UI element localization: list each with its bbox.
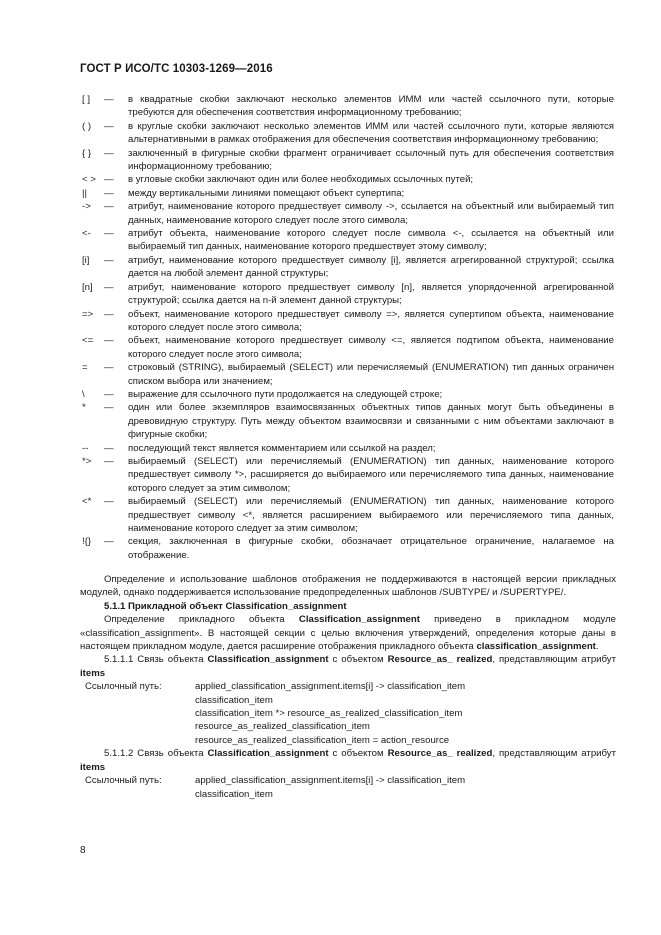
section-heading-5-1-1 — [80, 600, 616, 613]
definition-symbol: => — [82, 308, 94, 320]
definition-text: атрибут, наименование которого предшествует символу ->, ссылается на объектный или выбираемый тип данных, наименование которого следует после этого символа; — [128, 201, 614, 226]
entity-name: Classification_assignment — [298, 614, 420, 626]
definition-dash: — — [104, 187, 114, 199]
section-number: 5.1.1.2 — [104, 748, 134, 760]
definition-dash: — — [104, 362, 114, 374]
paragraph-definition — [80, 613, 616, 653]
definition-symbol: !{} — [82, 536, 92, 548]
definition-symbol: *> — [82, 455, 92, 467]
reference-path-lines — [195, 774, 616, 801]
definition-symbol: <- — [82, 228, 91, 240]
definition-symbol: \ — [82, 388, 85, 400]
reference-path-line: classification_item — [195, 694, 273, 706]
definition-text: строковый (STRING), выбираемый (SELECT) или перечисляемый (ENUMERATION) тип данных ограничен списком выбора или значением; — [128, 362, 614, 387]
definition-text: один или более экземпляров взаимосвязанных объектных типов данных могут быть объединены в древовидную структуру. Путь между объектом взаимосвязи и связанными с ним объектами заключают в фигурные скобки; — [128, 402, 614, 441]
page-number: 8 — [80, 845, 86, 856]
section-number: 5.1.1.1 — [104, 654, 134, 666]
definition-text: выбираемый (SELECT) или перечисляемый (ENUMERATION) тип данных, наименование которого предшествует символу *>, расширяется до выбираемого или перечисляемого типа данных, наименование которого следует за этим символом; — [128, 455, 614, 494]
definition-text: последующий текст является комментарием или ссылкой на раздел; — [128, 442, 436, 454]
definition-dash: — — [104, 388, 114, 400]
definition-text: атрибут объекта, наименование которого следует после символа <-, ссылается на объектный или выбираемый тип данных, наименование которого предшествует этому символу; — [128, 228, 614, 253]
definition-dash: — — [104, 94, 114, 105]
reference-path-label: Ссылочный путь: — [85, 775, 162, 787]
definition-text: в квадратные скобки заключают несколько элементов ИММ или частей ссылочного пути, которые требуются для обеспечения соответствия информационному требованию; — [128, 94, 614, 119]
definition-text: выражение для ссылочного пути продолжается на следующей строке; — [128, 388, 443, 400]
definition-symbol: -- — [82, 442, 89, 454]
definition-item — [82, 308, 614, 335]
definition-item — [82, 334, 614, 361]
reference-path-lines — [195, 680, 616, 747]
definition-symbol: * — [82, 402, 86, 414]
document-body — [80, 573, 616, 801]
reference-path-line: classification_item *> resource_as_realized_classification_item — [195, 708, 463, 720]
text-run: Определение прикладного объекта — [104, 614, 299, 626]
definition-item — [82, 254, 614, 281]
definition-item — [82, 227, 614, 254]
definition-dash: — — [104, 536, 114, 548]
text-run: Связь объекта — [133, 748, 208, 760]
definition-text: атрибут, наименование которого предшествует символу [n], является упорядоченной агрегированной структурой; ссылка дается на n-й элемент данной структуры; — [128, 281, 614, 307]
text-run: , представляющим атрибут — [492, 748, 616, 760]
definition-item — [82, 388, 614, 401]
section-number: 5.1.1 — [104, 600, 126, 612]
definition-text: между вертикальными линиями помещают объект супертипа; — [128, 187, 405, 199]
text-run: с объектом — [328, 654, 388, 666]
definition-text: секция, заключенная в фигурные скобки, обозначает отрицательное ограничение, налагаемое на отображение. — [128, 536, 614, 561]
definition-item — [82, 173, 614, 186]
definition-symbol: || — [82, 187, 87, 199]
definition-dash: — — [104, 174, 114, 186]
definition-item — [82, 401, 614, 441]
notation-definitions — [82, 93, 614, 562]
definition-dash: — — [104, 228, 114, 240]
definition-item — [82, 147, 614, 174]
definition-dash: — — [104, 201, 114, 213]
definition-text: заключенный в фигурные скобки фрагмент ограничивает ссылочный путь для обеспечения соответствия информационному требованию; — [128, 147, 614, 173]
definition-item — [82, 495, 614, 535]
definition-dash: — — [104, 335, 114, 347]
definition-symbol: { } — [82, 147, 92, 159]
section-title: Прикладной объект Classification_assignment — [128, 600, 347, 612]
definition-symbol: [i] — [82, 254, 90, 266]
reference-path-line: applied_classification_assignment.items[i] -> classification_item — [195, 681, 466, 693]
definition-text: в угловые скобки заключают один или более необходимых ссылочных путей; — [128, 174, 474, 186]
definition-symbol: ( ) — [82, 120, 92, 132]
definition-text: атрибут, наименование которого предшествует символу [i], является агрегированной структурой; ссылка дается на любой элемент данной структуры; — [128, 254, 614, 280]
definition-item — [82, 455, 614, 495]
definition-dash: — — [104, 254, 114, 266]
entity-name: Resource_as_ realized — [387, 748, 493, 760]
reference-path-1 — [80, 680, 616, 747]
definition-item — [82, 535, 614, 562]
reference-path-line: resource_as_realized_classification_item = action_resource — [195, 734, 450, 746]
text-run: приведено в прикладном модуле «classification_assignment». В настоящей секции с целью включения утверждений, определения которые даны в настоящем прикладном модуле, дается расширение отображения прикладного объекта — [80, 614, 616, 653]
section-heading-5-1-1-1 — [80, 653, 616, 680]
entity-name: classification_assignment — [476, 641, 596, 653]
definition-dash: — — [104, 308, 114, 320]
definition-symbol: <* — [82, 496, 92, 508]
definition-text: объект, наименование которого предшествует символу <=, является подтипом объекта, наименование которого следует после этого символа; — [128, 335, 614, 360]
definition-dash: — — [104, 120, 114, 132]
definition-dash: — — [104, 281, 114, 293]
definition-item — [82, 361, 614, 388]
section-heading-5-1-1-2 — [80, 747, 616, 774]
attribute-name: items — [80, 667, 106, 679]
entity-name: Resource_as_ realized — [387, 654, 493, 666]
text-run: с объектом — [328, 748, 388, 760]
entity-name: Classification_assignment — [207, 654, 329, 666]
definition-item — [82, 120, 614, 147]
definition-item — [82, 442, 614, 455]
definition-dash: — — [104, 496, 114, 508]
definition-symbol: = — [82, 362, 88, 374]
document-header: ГОСТ Р ИСО/ТС 10303-1269—2016 — [80, 63, 273, 75]
definition-symbol: <= — [82, 335, 94, 347]
paragraph-templates: Определение и использование шаблонов отображения не поддерживаются в настоящей версии прикладных модулей, однако поддерживается использование предопределенных шаблонов /SUBTYPE/ и /SUPERTYPE/. — [80, 574, 616, 599]
definition-dash: — — [104, 402, 114, 414]
entity-name: Classification_assignment — [207, 748, 329, 760]
definition-dash: — — [104, 455, 114, 467]
definition-item — [82, 187, 614, 200]
reference-path-label: Ссылочный путь: — [85, 681, 162, 693]
definition-text: в круглые скобки заключают несколько элементов ИММ или частей ссылочного пути, которые являются альтернативными в рамках отображения для обеспечения соответствия информационному требованию; — [128, 120, 614, 146]
definition-dash: — — [104, 147, 114, 159]
definition-text: выбираемый (SELECT) или перечисляемый (ENUMERATION) тип данных, наименование которого предшествует символу <*, является расширением выбираемого или перечисляемого типа данных, наименование которого следует за этим символом; — [128, 496, 614, 534]
reference-path-line: resource_as_realized_classification_item — [195, 721, 370, 733]
definition-symbol: [n] — [82, 281, 93, 293]
definition-item — [82, 281, 614, 308]
text-run: . — [595, 641, 599, 653]
definition-text: объект, наименование которого предшествует символу =>, является супертипом объекта, наименование которого следует после этого символа; — [128, 308, 614, 333]
text-run: Связь объекта — [133, 654, 208, 666]
attribute-name: items — [80, 761, 106, 773]
text-run: , представляющим атрибут — [492, 654, 616, 666]
reference-path-2 — [80, 774, 616, 801]
definition-symbol: < > — [82, 174, 96, 186]
definition-dash: — — [104, 442, 114, 454]
definition-item — [82, 93, 614, 120]
definition-symbol: -> — [82, 201, 91, 213]
reference-path-line: classification_item — [195, 788, 273, 800]
definition-item — [82, 200, 614, 227]
definition-symbol: [ ] — [82, 94, 90, 105]
reference-path-line: applied_classification_assignment.items[i] -> classification_item — [195, 775, 466, 787]
